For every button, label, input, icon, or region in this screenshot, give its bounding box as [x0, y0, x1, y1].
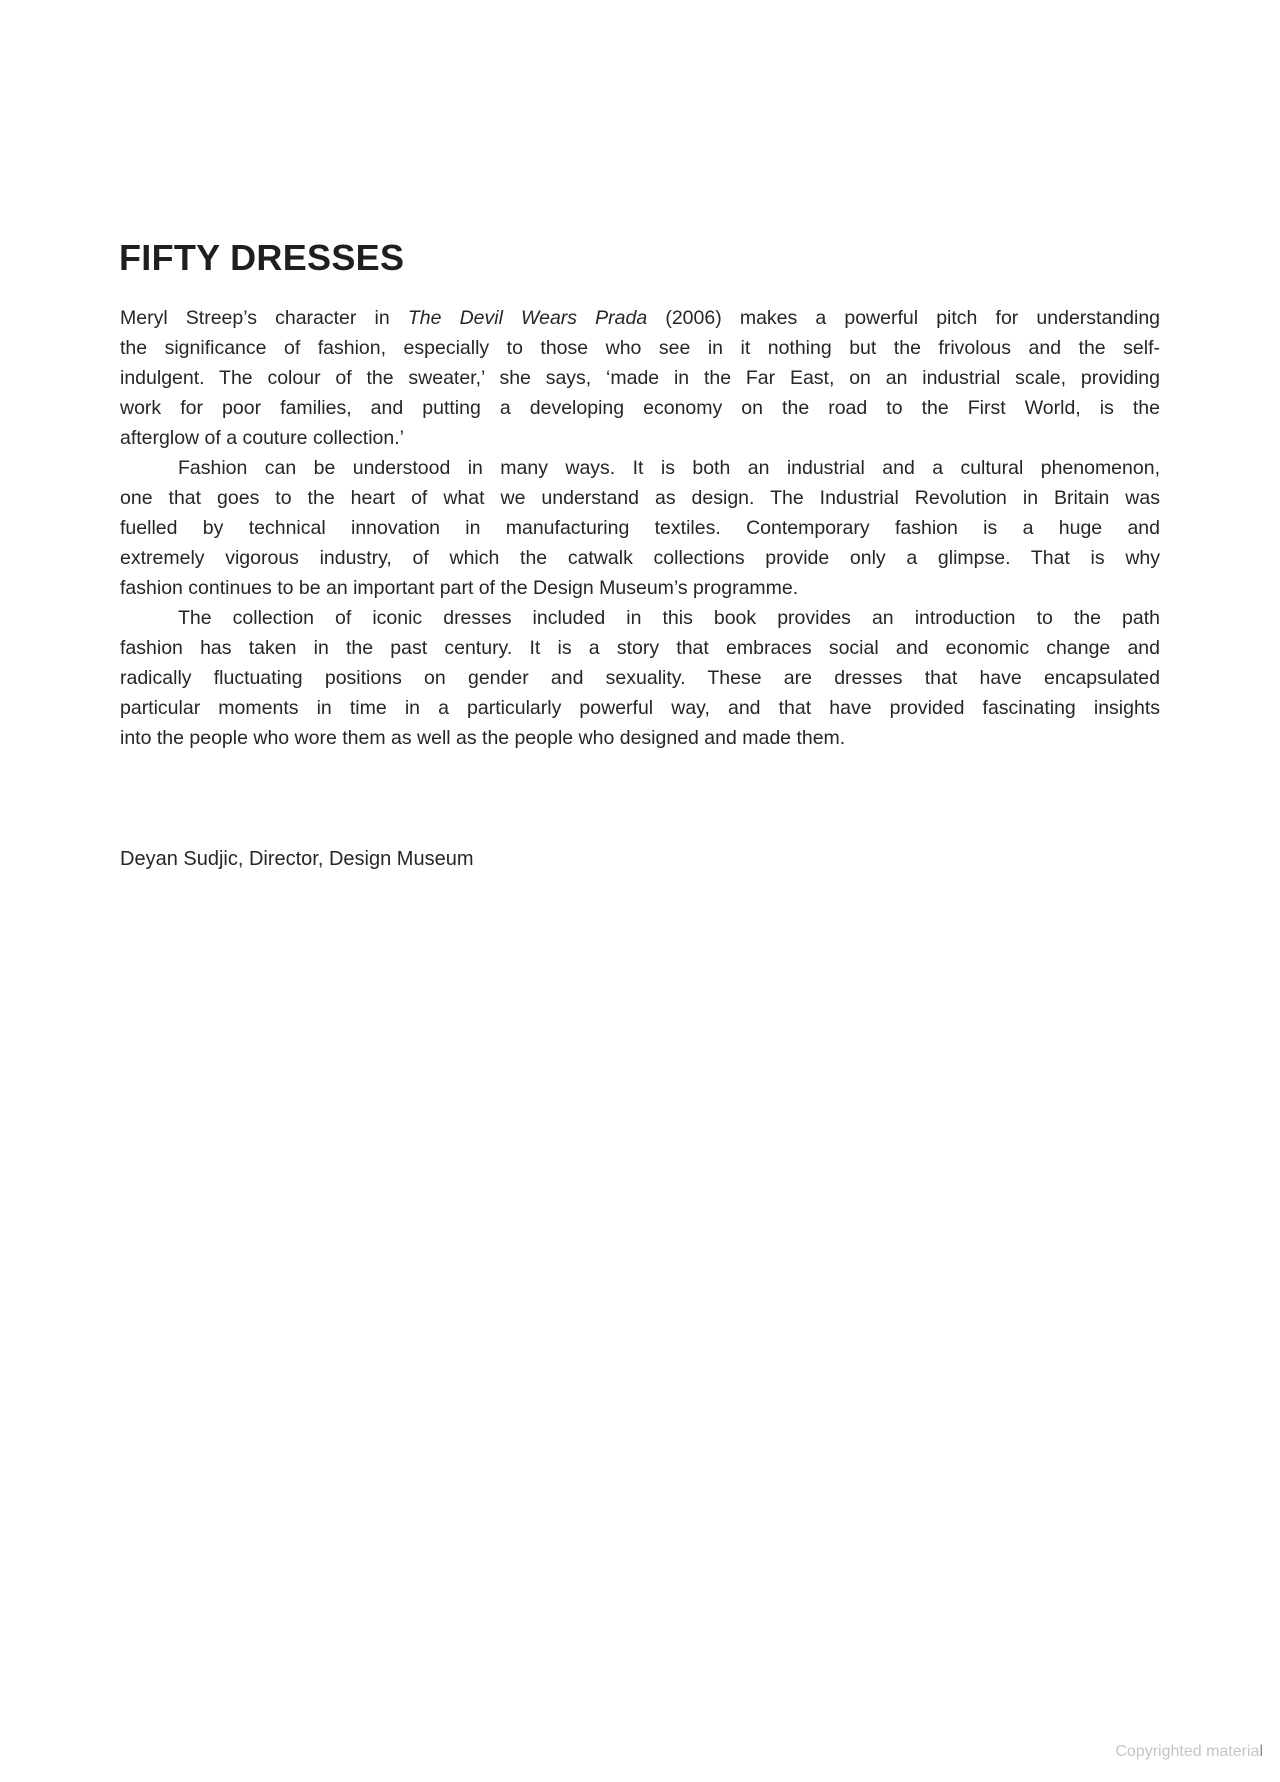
text-segment: fashion continues to be an important part of the Design Museum’s programme. — [120, 577, 799, 599]
text-line — [120, 513, 1160, 543]
text-segment: particular moments in time in a particularly powerful way, and that have provided fascinating insights — [120, 697, 1160, 719]
text-segment: into the people who wore them as well as the people who designed and made them. — [120, 727, 846, 749]
copyright-watermark — [1115, 1743, 1263, 1761]
text-line — [120, 363, 1160, 393]
text-line — [120, 423, 1160, 453]
text-segment: afterglow of a couture collection.’ — [120, 427, 404, 449]
text-line — [120, 303, 1160, 333]
text-segment: fashion has taken in the past century. It is a story that embraces social and economic change and — [120, 637, 1160, 659]
text-line — [120, 393, 1160, 423]
text-segment: Fashion can be understood in many ways. It is both an industrial and a cultural phenomenon, — [178, 457, 1160, 479]
text-segment: the significance of fashion, especially to those who see in it nothing but the frivolous and the self- — [120, 337, 1160, 359]
text-segment: fuelled by technical innovation in manufacturing textiles. Contemporary fashion is a huge and — [120, 517, 1160, 539]
paragraph — [120, 603, 1160, 753]
text-line — [120, 663, 1160, 693]
text-segment: Meryl Streep’s character in — [120, 307, 408, 329]
text-line — [120, 573, 1160, 603]
text-line — [120, 453, 1160, 483]
text-line — [120, 603, 1160, 633]
paragraph — [120, 303, 1160, 453]
text-segment: extremely vigorous industry, of which the catwalk collections provide only a glimpse. That is why — [120, 547, 1160, 569]
text-line — [120, 543, 1160, 573]
copyright-watermark-last-letter: l — [1259, 1743, 1263, 1760]
text-line — [120, 483, 1160, 513]
text-segment: indulgent. The colour of the sweater,’ she says, ‘made in the Far East, on an industrial scale, providing — [120, 367, 1160, 389]
text-line — [120, 723, 1160, 753]
text-segment: The collection of iconic dresses included in this book provides an introduction to the path — [178, 607, 1160, 629]
text-segment: one that goes to the heart of what we understand as design. The Industrial Revolution in Britain was — [120, 487, 1160, 509]
signature-line: Deyan Sudjic, Director, Design Museum — [120, 848, 474, 870]
text-line — [120, 633, 1160, 663]
copyright-watermark-text: Copyrighted materia — [1115, 1743, 1260, 1760]
body-text — [120, 303, 1160, 753]
text-segment: work for poor families, and putting a developing economy on the road to the First World, is the — [120, 397, 1160, 419]
italic-book-title: The Devil Wears Prada — [407, 307, 648, 329]
page-title: FIFTY DRESSES — [119, 237, 405, 278]
text-line — [120, 333, 1160, 363]
text-segment: (2006) makes a powerful pitch for understanding — [647, 307, 1160, 329]
text-line — [120, 693, 1160, 723]
text-segment: radically fluctuating positions on gender and sexuality. These are dresses that have encapsulated — [120, 667, 1160, 689]
paragraph — [120, 453, 1160, 603]
